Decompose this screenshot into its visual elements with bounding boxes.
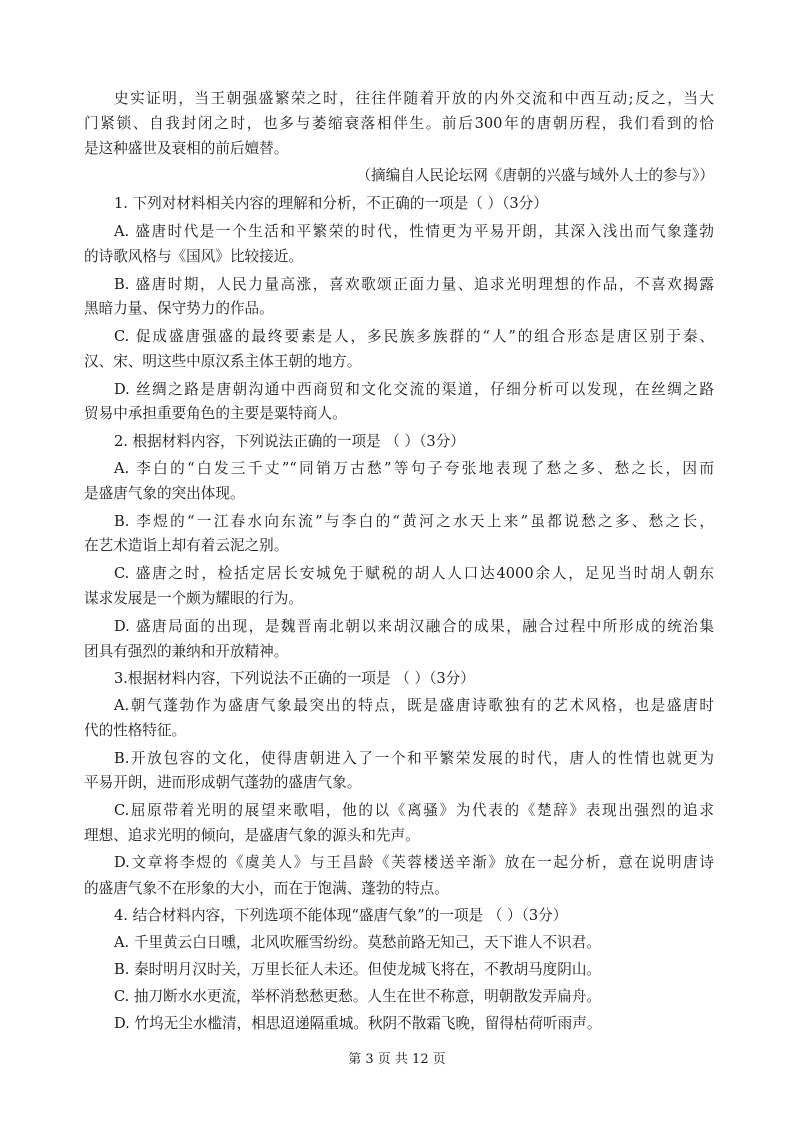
option-a-cont: 的诗歌风格与《国风》比较接近。 xyxy=(84,248,303,265)
option-b-cont: 黑暗力量、保守势力的作品。 xyxy=(84,300,274,317)
option-c: C. 盛唐之时，检括定居长安城免于赋税的胡人人口达4000余人，足见当时胡人朝东 xyxy=(114,565,714,582)
option-d: D. 竹坞无尘水槛清，相思迢递隔重城。秋阴不散霜飞晚，留得枯荷听雨声。 xyxy=(114,1015,602,1032)
question-stem: 2. 根据材料内容，下列说法正确的一项是 （ ）（3分） xyxy=(114,433,465,450)
option-a-cont: 是盛唐气象的突出体现。 xyxy=(84,485,245,502)
passage-line: 门紧锁、自我封闭之时，也多与萎缩衰落相伴生。前后300年的唐朝历程，我们看到的恰 xyxy=(84,115,714,132)
option-d-cont: 的盛唐气象不在形象的大小，而在于饱满、蓬勃的特点。 xyxy=(84,880,449,897)
option-d: D. 盛唐局面的出现，是魏晋南北朝以来胡汉融合的成果，融合过程中所形成的统治集 xyxy=(114,618,714,635)
option-b-cont: 在艺术造诣上却有着云泥之别。 xyxy=(84,537,289,554)
option-d: D.文章将李煜的《虞美人》与王昌龄《芙蓉楼送辛渐》放在一起分析，意在说明唐诗 xyxy=(114,854,714,871)
passage-line: 是这种盛世及衰相的前后嬗替。 xyxy=(84,140,289,157)
question-stem: 3.根据材料内容，下列说法不正确的一项是 （ ）（3分） xyxy=(114,670,475,687)
option-c-cont: 谋求发展是一个颇为耀眼的行为。 xyxy=(84,590,303,607)
question-stem: 4. 结合材料内容，下列选项不能体现“盛唐气象”的一项是 （ ）（3分） xyxy=(114,907,568,924)
option-d-cont: 贸易中承担重要角色的主要是粟特商人。 xyxy=(84,405,347,422)
option-c: C. 抽刀断水水更流，举杯消愁愁更愁。人生在世不称意，明朝散发弄扁舟。 xyxy=(114,988,601,1005)
option-b: B. 李煜的“一江春水向东流”与李白的“黄河之水天上来”虽都说愁之多、愁之长， xyxy=(114,513,714,530)
option-b: B.开放包容的文化，使得唐朝进入了一个和平繁荣发展的时代，唐人的性情也就更为 xyxy=(114,750,714,767)
option-b: B. 盛唐时期，人民力量高涨，喜欢歌颂正面力量、追求光明理想的作品，不喜欢揭露 xyxy=(114,276,714,293)
option-c-cont: 汉、宋、明这些中原汉系主体王朝的地方。 xyxy=(84,353,362,370)
passage-line: 史实证明，当王朝强盛繁荣之时，往往伴随着开放的内外交流和中西互动;反之，当大 xyxy=(114,90,714,107)
option-d-cont: 团具有强烈的兼纳和开放精神。 xyxy=(84,643,289,660)
option-a: A. 李白的“白发三千丈”“同销万古愁”等句子夸张地表现了愁之多、愁之长，因而 xyxy=(114,460,714,477)
passage-source: （摘编自人民论坛网《唐朝的兴盛与域外人士的参与》） xyxy=(356,167,714,184)
option-a: A. 千里黄云白日曛，北风吹雁雪纷纷。莫愁前路无知己，天下谁人不识君。 xyxy=(114,934,601,951)
option-b-cont: 平易开朗，进而形成朝气蓬勃的盛唐气象。 xyxy=(84,774,362,791)
page-number-footer: 第 3 页 共 12 页 xyxy=(348,1052,446,1067)
option-c: C.屈原带着光明的展望来歌唱，他的以《离骚》为代表的《楚辞》表现出强烈的追求 xyxy=(114,802,714,819)
option-a-cont: 代的性格特征。 xyxy=(84,722,187,739)
option-a: A. 盛唐时代是一个生活和平繁荣的时代，性情更为平易开朗，其深入浅出而气象蓬勃 xyxy=(114,223,714,240)
option-a: A.朝气蓬勃作为盛唐气象最突出的特点，既是盛唐诗歌独有的艺术风格，也是盛唐时 xyxy=(114,697,714,714)
question-stem: 1. 下列对材料相关内容的理解和分析，不正确的一项是（ ）（3分） xyxy=(114,195,548,212)
option-d: D. 丝绸之路是唐朝沟通中西商贸和文化交流的渠道，仔细分析可以发现，在丝绸之路 xyxy=(114,381,714,398)
option-c-cont: 理想、追求光明的倾向，是盛唐气象的源头和先声。 xyxy=(84,827,420,844)
option-b: B. 秦时明月汉时关，万里长征人未还。但使龙城飞将在，不教胡马度阴山。 xyxy=(114,961,602,978)
option-c: C. 促成盛唐强盛的最终要素是人，多民族多族群的“人”的组合形态是唐区别于秦、 xyxy=(114,328,714,345)
